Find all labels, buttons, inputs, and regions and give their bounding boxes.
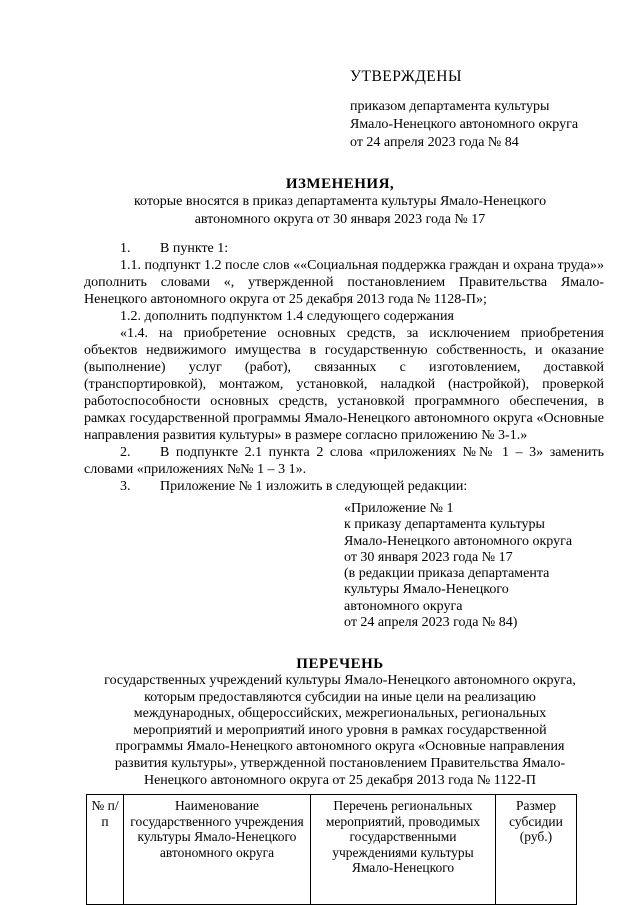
list-subtitle-line: развития культуры», утвержденной постановлением Правительства Ямало- (114, 755, 566, 771)
item-3-text: Приложение № 1 изложить в следующей редакции: (160, 479, 468, 494)
changes-subtitle-line: которые вносятся в приказ департамента культуры Ямало-Ненецкого (133, 194, 547, 209)
item-1-number: 1. (120, 241, 131, 256)
appendix-line: Ямало-Ненецкого автономного округа (344, 533, 573, 549)
appendix-line: «Приложение № 1 (344, 501, 454, 516)
changes-subtitle (60, 193, 620, 229)
list-subtitle-line: международных, общероссийских, межрегиональных, региональных (133, 706, 547, 722)
item-1-text: В пункте 1: (160, 241, 229, 256)
approval-line: Ямало-Ненецкого автономного округа (350, 117, 579, 132)
item-2-number: 2. (120, 445, 131, 460)
column-header-subsidy: Размер субсидии (руб.) (496, 795, 577, 905)
column-header-number: № п/п (87, 795, 124, 905)
approval-block (350, 68, 620, 152)
approval-heading: УТВЕРЖДЕНЫ (350, 68, 462, 85)
appendix-line: от 24 апреля 2023 года № 84) (344, 615, 518, 631)
item-3-number: 3. (120, 479, 131, 494)
table-header-row (87, 795, 577, 905)
item-2 (84, 444, 604, 478)
column-header-events: Перечень региональных мероприятий, проводимых государственными учреждениями культуры Ямало-Ненецкого (311, 795, 496, 905)
subitem-1-1: 1.1. подпункт 1.2 после слов ««Социальная поддержка граждан и охрана труда»» дополнить словами «, утвержденной постановлением Правительства Ямало-Ненецкого автономного округа от 25 декабря 2013 года № 1128-П»; (84, 258, 604, 307)
list-subtitle-line: мероприятий и мероприятий иного уровня в рамках государственной (133, 722, 547, 738)
list-subtitle (80, 673, 600, 789)
list-subtitle-line: которым предоставляются субсидии на иные цели на реализацию (144, 689, 536, 705)
changes-title: ИЗМЕНЕНИЯ, (285, 176, 395, 192)
appendix-line: от 30 января 2023 года № 17 (344, 549, 513, 565)
changes-subtitle-line: автономного округа от 30 января 2023 года № 17 (194, 212, 486, 227)
column-header-institution: Наименование государственного учреждения культуры Ямало-Ненецкого автономного округа (124, 795, 311, 905)
appendix-header (344, 501, 614, 631)
list-subtitle-line: государственных учреждений культуры Ямало-Ненецкого автономного округа, (104, 673, 576, 688)
approval-line: от 24 апреля 2023 года № 84 (350, 135, 519, 150)
subitem-1-2: 1.2. дополнить подпунктом 1.4 следующего содержания (120, 309, 454, 324)
appendix-line: культуры Ямало-Ненецкого (344, 582, 509, 598)
item-2-text: В подпункте 2.1 пункта 2 слова «приложениях №№ 1 – 3» заменить словами «приложениях №№ 1 – 3 1». (84, 445, 604, 477)
list-subtitle-line: программы Ямало-Ненецкого автономного округа «Основные направления (115, 739, 565, 755)
item-3 (84, 478, 604, 495)
document-body (84, 240, 604, 495)
list-subtitle-line: Ненецкого автономного округа от 25 декабря 2013 года № 1122-П (143, 772, 537, 788)
appendix-line: (в редакции приказа департамента (344, 566, 550, 582)
appendix-line: к приказу департамента культуры (344, 517, 545, 533)
subitem-1-4-quote: «1.4. на приобретение основных средств, за исключением приобретения объектов недвижимого имущества в государственную собственность, и оказание (выполнение) услуг (работ), связанных с изготовлением, доставкой (транспортировкой), монтажом, установкой, наладкой (настройкой), проверкой работоспособности основных средств, установкой программного обеспечения, в рамках государственной программы Ямало-Ненецкого автономного округа «Основные направления развития культуры» в размере согласно приложению № 3-1.» (84, 326, 604, 443)
approval-line: приказом департамента культуры (350, 99, 550, 114)
item-1 (84, 240, 604, 257)
list-title: ПЕРЕЧЕНЬ (296, 656, 384, 672)
appendix-line: автономного округа (344, 598, 463, 614)
subsidy-table (86, 794, 577, 905)
